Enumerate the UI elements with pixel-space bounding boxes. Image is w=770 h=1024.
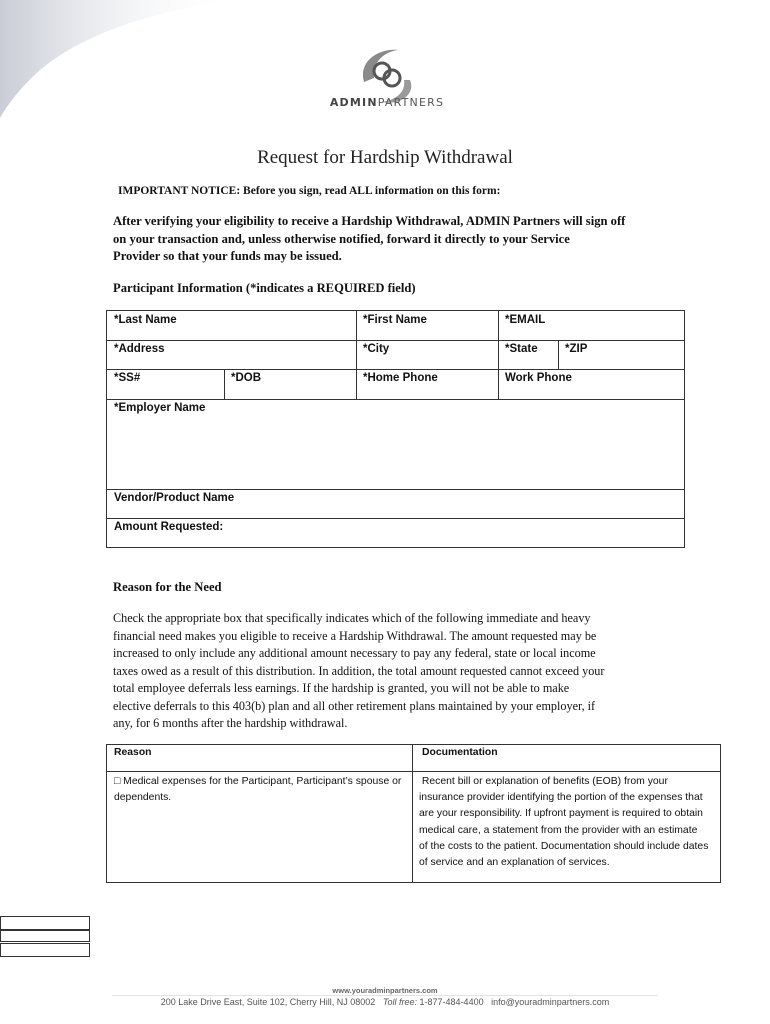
reason-column-header: Reason (114, 747, 152, 758)
intro-line: After verifying your eligibility to receive a Hardship Withdrawal, ADMIN Partners will sign off (113, 214, 626, 228)
documentation-line: Recent bill or explanation of benefits (EOB) from your (419, 776, 668, 787)
corner-swoosh-graphic (0, 0, 240, 120)
reason-documentation-table (106, 744, 721, 883)
page-title: Request for Hardship Withdrawal (257, 147, 513, 168)
logo-wordmark: ADMINPARTNERS (329, 96, 445, 109)
state-field[interactable]: *State (505, 343, 538, 355)
reason-line: □ Medical expenses for the Participant, Participant’s spouse or (114, 776, 402, 787)
ssn-field[interactable]: *SS# (114, 372, 141, 384)
documentation-medical-expenses (419, 774, 719, 871)
paragraph-line: any, for 6 months after the hardship withdrawal. (113, 716, 348, 730)
home-phone-field[interactable]: *Home Phone (363, 372, 438, 384)
participant-info-table (106, 310, 685, 548)
intro-line: Provider so that your funds may be issued. (113, 249, 342, 263)
documentation-line: of service and an explanation of services. (419, 857, 610, 869)
footer-website: www.youradminpartners.com (332, 986, 438, 995)
dob-field[interactable]: *DOB (231, 372, 262, 384)
reason-medical-expenses[interactable] (114, 774, 409, 806)
side-box (0, 930, 90, 942)
participant-section-heading: Participant Information (*indicates a REQUIRED field) (113, 281, 416, 295)
footer-divider (112, 995, 658, 996)
employer-name-field[interactable]: *Employer Name (114, 402, 206, 414)
intro-text (113, 213, 673, 266)
footer-toll-free-label: Toll free: (382, 997, 418, 1007)
footer-contact (0, 997, 770, 1007)
paragraph-line: taxes owed as a result of this distribution. In addition, the total amount requested cannot exceed your (113, 663, 605, 678)
paragraph-line: elective deferrals to this 403(b) plan and all other retirement plans maintained by your employer, if (113, 698, 596, 713)
reason-section-heading: Reason for the Need (113, 580, 222, 594)
documentation-line: of the costs to the patient. Documentation should include dates (419, 840, 709, 852)
footer-address: 200 Lake Drive East, Suite 102, Cherry Hill, NJ 08002 (160, 997, 376, 1007)
documentation-line: are your responsibility. If upfront payment is required to obtain (419, 808, 703, 820)
reason-line: dependents. (114, 792, 172, 804)
intro-line: on your transaction and, unless otherwise notified, forward it directly to your Service (113, 231, 570, 246)
documentation-line: insurance provider identifying the portion of the expenses that (419, 792, 703, 804)
vendor-product-field[interactable]: Vendor/Product Name (114, 492, 235, 504)
important-notice: IMPORTANT NOTICE: Before you sign, read ALL information on this form: (118, 185, 501, 197)
side-box (0, 916, 90, 930)
city-field[interactable]: *City (363, 343, 390, 355)
amount-requested-field[interactable]: Amount Requested: (114, 521, 224, 533)
paragraph-line: financial need makes you eligible to receive a Hardship Withdrawal. The amount requested may be (113, 628, 597, 643)
side-box (0, 943, 90, 957)
footer-email[interactable]: info@youradminpartners.com (491, 997, 610, 1007)
paragraph-line: increased to only include any additional amount necessary to pay any federal, state or local income (113, 646, 596, 660)
last-name-field[interactable]: *Last Name (114, 314, 177, 326)
email-field[interactable]: *EMAIL (505, 314, 546, 326)
work-phone-field[interactable]: Work Phone (505, 372, 572, 384)
paragraph-line: Check the appropriate box that specifically indicates which of the following immediate and heavy (113, 611, 591, 625)
reason-instructions (113, 610, 663, 733)
address-field[interactable]: *Address (114, 343, 165, 355)
documentation-line: medical care, a statement from the provider with an estimate (419, 824, 698, 836)
zip-field[interactable]: *ZIP (565, 343, 588, 355)
first-name-field[interactable]: *First Name (363, 314, 427, 326)
documentation-column-header: Documentation (422, 747, 498, 758)
footer-toll-free-number: 1-877-484-4400 (419, 997, 484, 1007)
paragraph-line: total employee deferrals less earnings. If the hardship is granted, you will not be able to make (113, 681, 570, 695)
